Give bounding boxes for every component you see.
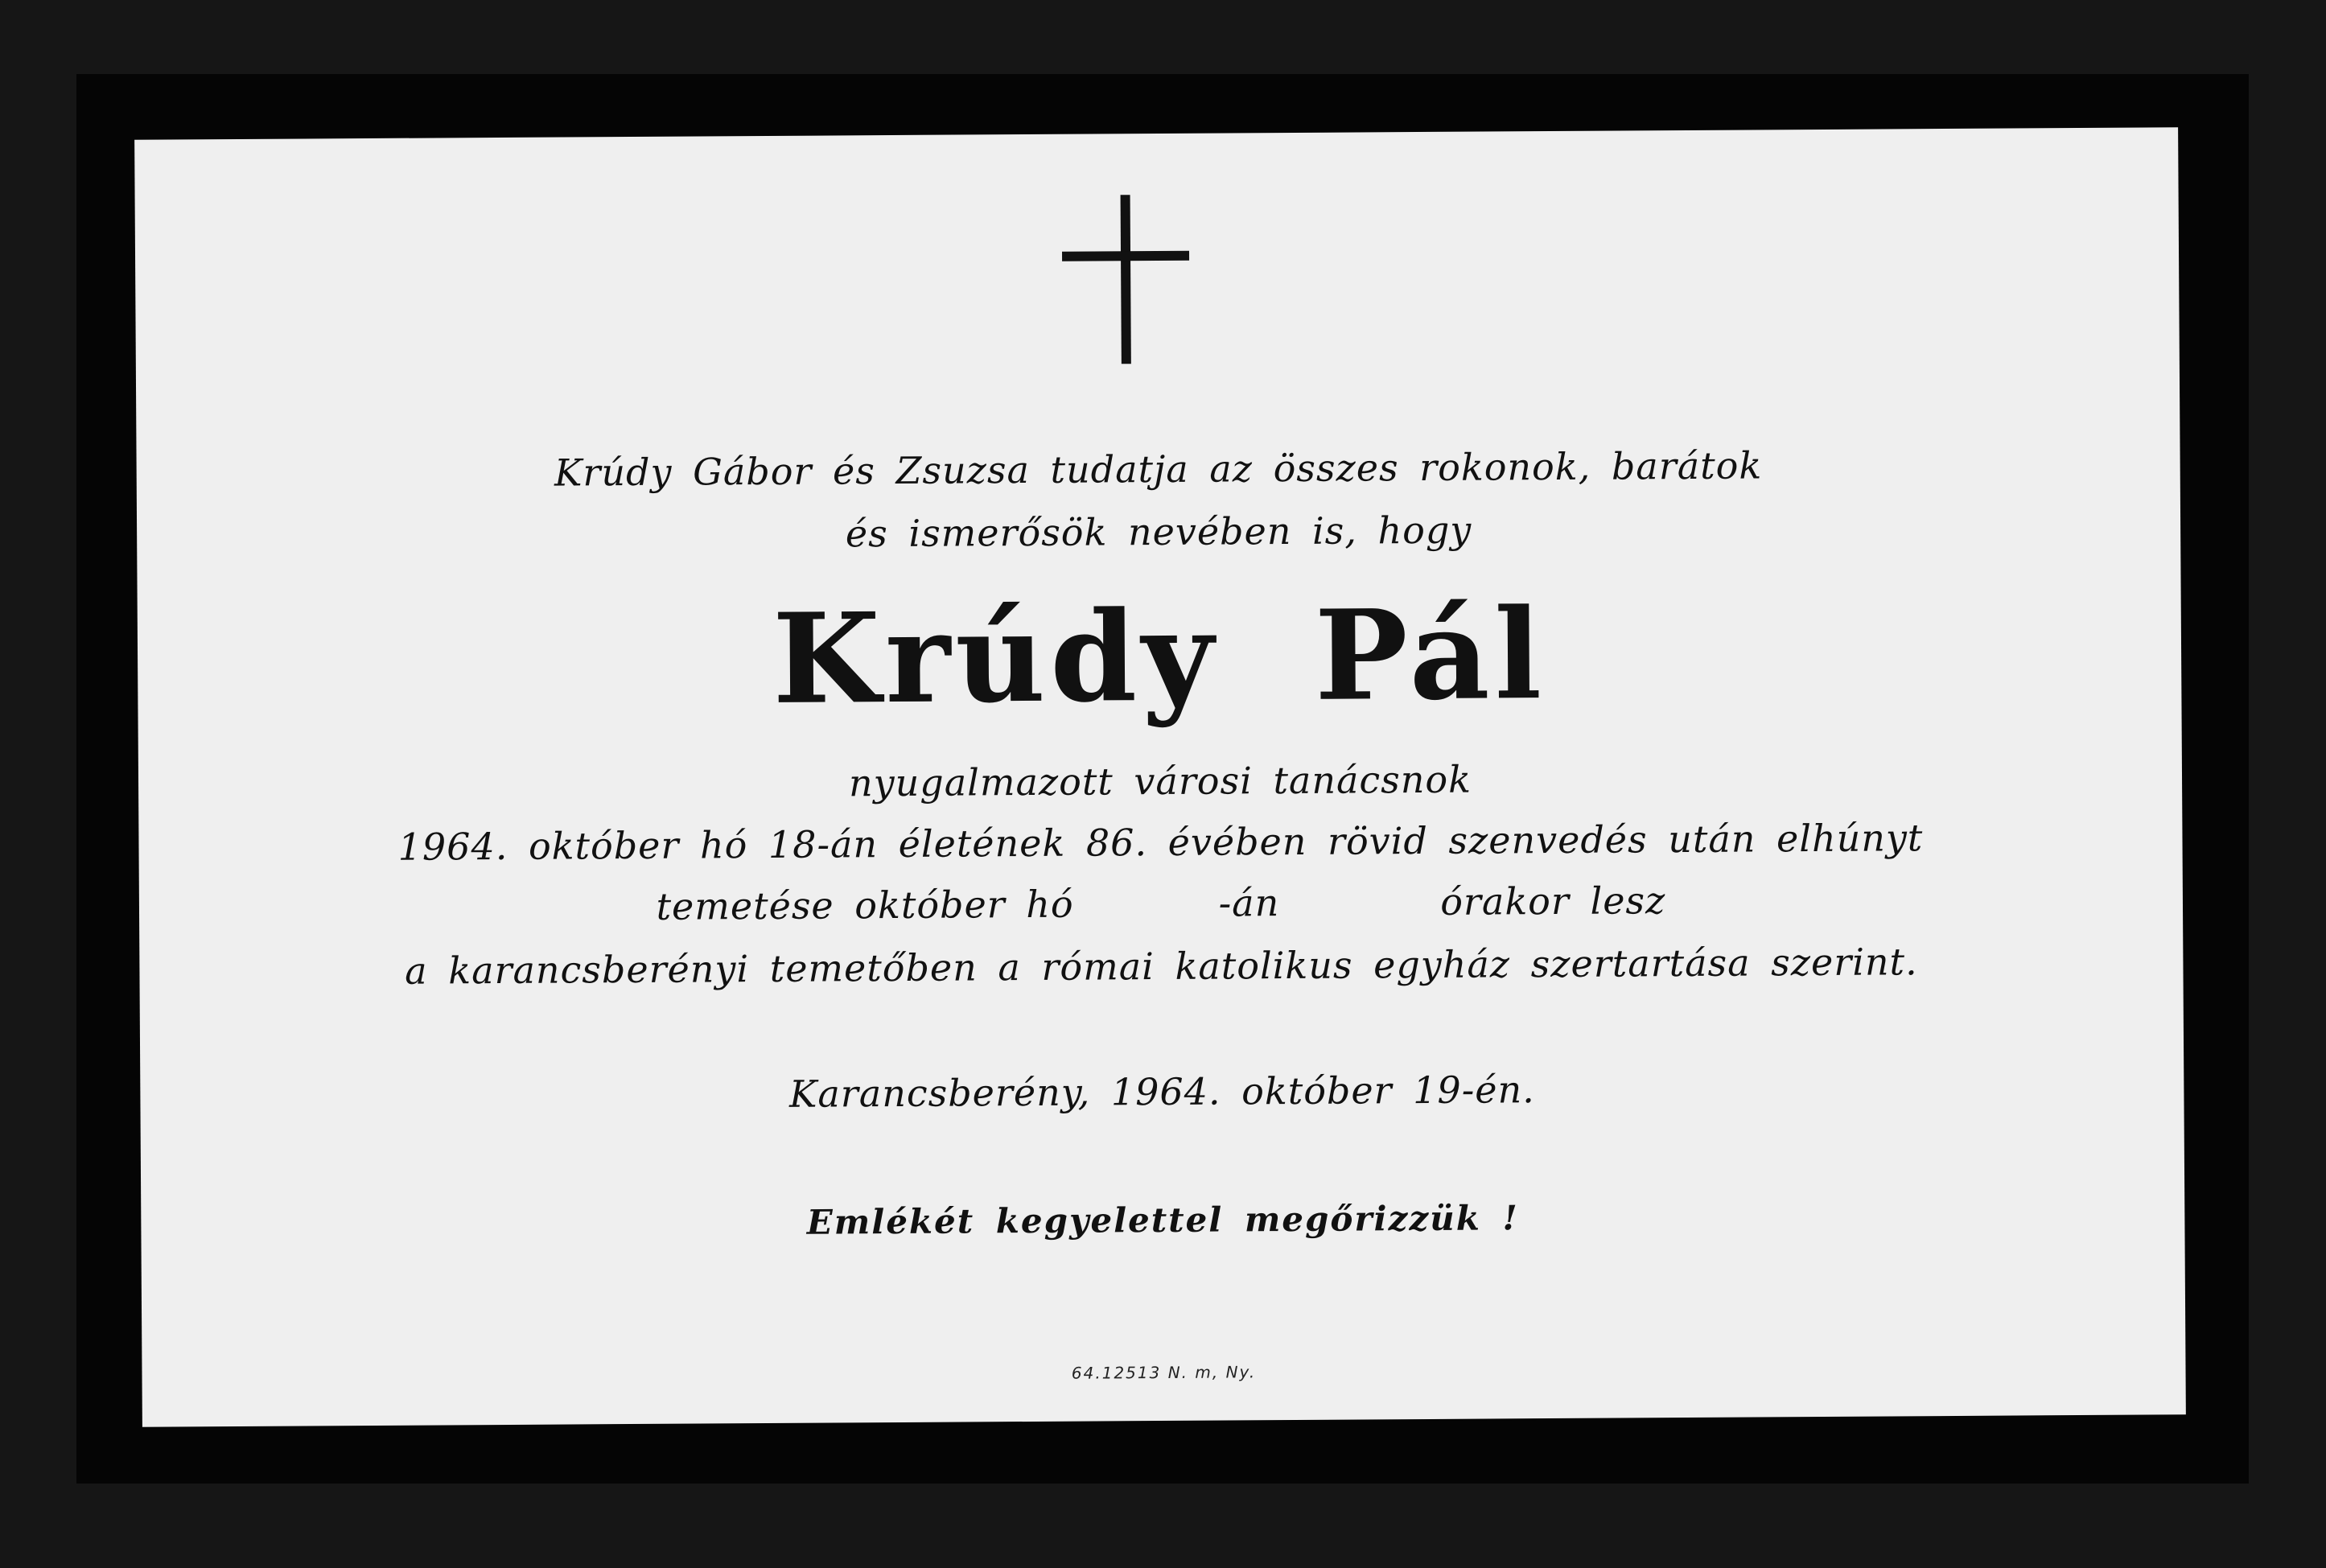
blank-day — [1074, 916, 1219, 917]
place-date-line: Karancsberény, 1964. október 19-én. — [788, 1068, 1535, 1116]
blank-hour — [1279, 915, 1440, 916]
ceremony-line: a karancsberényi temetőben a római katolikus egyház szertartása szerint. — [405, 940, 1918, 993]
deceased-name: Krúdy Pál — [772, 582, 1547, 732]
obituary-card — [134, 127, 2186, 1426]
closing-line: Emlékét kegyelettel megőrizzük ! — [806, 1198, 1520, 1242]
intro-line-2: és ismerősök nevében is, hogy — [845, 508, 1472, 556]
cross-horizontal-bar — [1062, 251, 1189, 261]
cross-vertical-bar — [1121, 195, 1131, 364]
funeral-text-part-3: órakor lesz — [1440, 879, 1666, 924]
printer-mark: 64.12513 N. m, Ny. — [1071, 1362, 1257, 1383]
funeral-line — [139, 875, 2183, 932]
intro-line-1: Krúdy Gábor és Zsuzsa tudatja az összes rokonok, barátok — [554, 443, 1763, 495]
funeral-text-part-1: temetése október hó — [656, 882, 1074, 928]
death-line: 1964. október hó 18-án életének 86. évében rövid szenvedés után elhúnyt — [397, 816, 1924, 869]
title-line: nyugalmazott városi tanácsnok — [848, 757, 1472, 805]
funeral-text-part-2: -án — [1218, 881, 1280, 925]
